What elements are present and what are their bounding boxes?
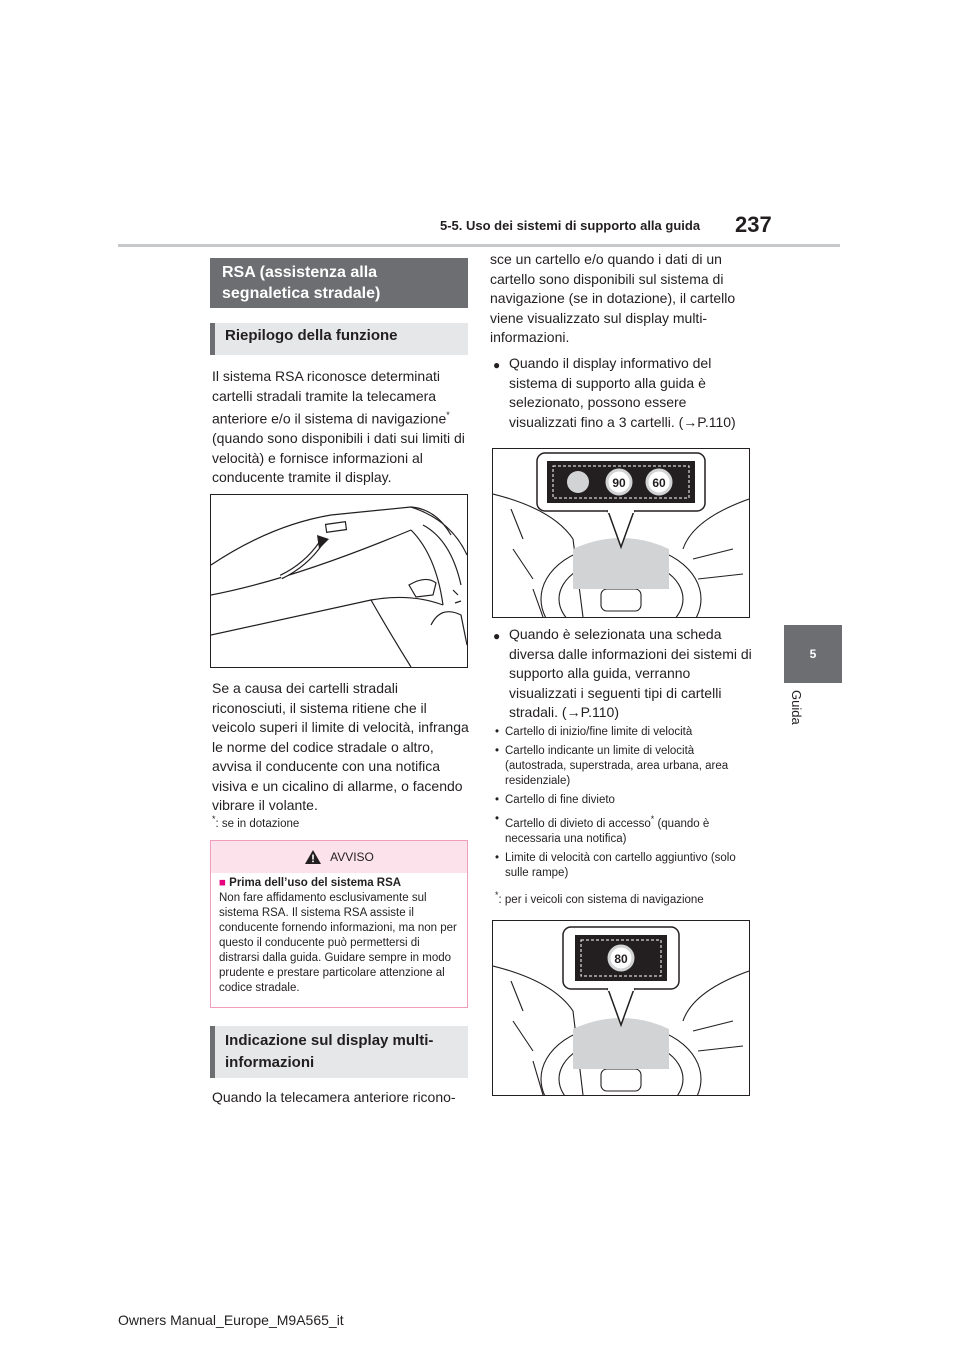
chapter-number: 5 <box>809 647 817 661</box>
windshield-camera-figure <box>210 494 468 668</box>
warning-title <box>219 877 459 889</box>
page-number: 237 <box>735 212 772 237</box>
footnote-ref: * <box>446 410 450 420</box>
list-item-text: Cartello di inizio/fine limite di velocità <box>505 726 693 738</box>
intro-text-b: (quando sono disponibili i dati sui limiti di velocità) e fornisce informazioni al conducente tramite il display. <box>212 430 465 486</box>
bullet-dot: ● <box>493 358 501 372</box>
chapter-label: Guida <box>789 690 804 725</box>
footer-doc-id: Owners Manual_Europe_M9A565_it <box>118 1312 344 1328</box>
warning-header <box>211 841 467 873</box>
list-item: • Limite di velocità con cartello aggiuntivo (solo sulle rampe) <box>495 851 757 881</box>
bullet-other-tab <box>493 625 755 723</box>
speed-sign-80: 80 <box>614 952 628 966</box>
footnote-ref: * <box>650 814 655 824</box>
chapter-tab <box>784 625 842 683</box>
sign-type-list <box>495 725 757 885</box>
cockpit-display-illustration <box>493 921 749 1095</box>
speed-sign-60: 60 <box>652 476 666 490</box>
warning-triangle-icon <box>304 849 322 865</box>
header-divider <box>118 244 840 247</box>
bullet-three-signs <box>493 354 755 432</box>
warning-paragraph: Se a causa dei cartelli stradali riconosciuti, il sistema ritiene che il veicolo superi il limite di velocità, infranga le norme del codice stradale o altro, avvisa il conducente con una notifica visiva e un cicalino di allarme, o facendo vibrare il volante. <box>212 680 469 813</box>
section-title: 5-5. Uso dei sistemi di supporto alla guida <box>440 218 701 233</box>
list-item: • Cartello di fine divieto <box>495 794 615 806</box>
footnote-equipment <box>212 812 470 832</box>
list-item-text: Cartello indicante un limite di velocità (autostrada, superstrada, area urbana, area residenziale) <box>505 745 729 787</box>
car-windshield-illustration <box>211 495 467 667</box>
bullet-dot: ● <box>493 629 501 643</box>
list-item-text: Limite di velocità con cartello aggiuntivo (solo sulle rampe) <box>505 851 736 879</box>
list-item-text: Cartello di fine divieto <box>505 794 615 806</box>
subheading-overview: Riepilogo della funzione <box>210 323 468 355</box>
bullet-text: Quando è selezionata una scheda diversa dalle informazioni dei sistemi di supporto alla guida, verranno visualizzati i seguenti tipi di cartelli stradali. (→P.110) <box>509 626 752 720</box>
display-single-sign-figure <box>492 920 750 1096</box>
warning-title-mark: ■ <box>219 877 226 889</box>
cockpit-display-illustration <box>493 449 749 617</box>
warning-box <box>210 840 468 1008</box>
footnote-mark: * <box>495 890 499 900</box>
speed-sign-90: 90 <box>612 476 626 490</box>
display-three-signs-figure <box>492 448 750 618</box>
footnote-mark: * <box>212 814 216 824</box>
warning-label: AVVISO <box>330 850 374 864</box>
warning-title-text: Prima dell’uso del sistema RSA <box>229 877 402 889</box>
list-item-text: Cartello di divieto di accesso <box>505 817 651 830</box>
footnote-navigation <box>495 888 757 908</box>
list-item: • Cartello indicante un limite di velocità (autostrada, superstrada, area urbana, area residenziale) <box>495 744 757 789</box>
display-paragraph-cont: sce un cartello e/o quando i dati di un cartello sono disponibili sul sistema di navigazione (se in dotazione), il cartello viene visualizzato sul display multi-informazioni. <box>490 251 736 345</box>
footnote-text: : se in dotazione <box>215 817 300 830</box>
list-item-tail: (quando è necessaria una notifica) <box>505 817 710 845</box>
intro-paragraph <box>212 367 470 488</box>
bullet-text: Quando il display informativo del sistema di supporto alla guida è selezionato, possono essere visualizzati fino a 3 cartelli. (→P.110) <box>509 355 736 430</box>
list-item: • Cartello di inizio/fine limite di velocità <box>495 726 693 738</box>
main-heading: RSA (assistenza alla segnaletica stradale) <box>210 258 468 308</box>
display-paragraph-start: Quando la telecamera anteriore ricono- <box>212 1089 456 1105</box>
intro-text-a: Il sistema RSA riconosce determinati cartelli stradali tramite la telecamera anteriore e/o il sistema di navigazione <box>212 368 447 427</box>
footnote-text: : per i veicoli con sistema di navigazione <box>498 893 704 906</box>
subheading-display: Indicazione sul display multi-informazioni <box>210 1026 468 1078</box>
list-item: • Cartello di divieto di accesso* (quando è necessaria una notifica) <box>495 813 710 845</box>
warning-text: Non fare affidamento esclusivamente sul sistema RSA. Il sistema RSA assiste il conducente fornendo informazioni, ma non per questo il conducente può permettersi di distrarsi dalla guida. Guidare sempre in modo prudente e prestare particolare attenzione al codice stradale. <box>219 892 457 994</box>
